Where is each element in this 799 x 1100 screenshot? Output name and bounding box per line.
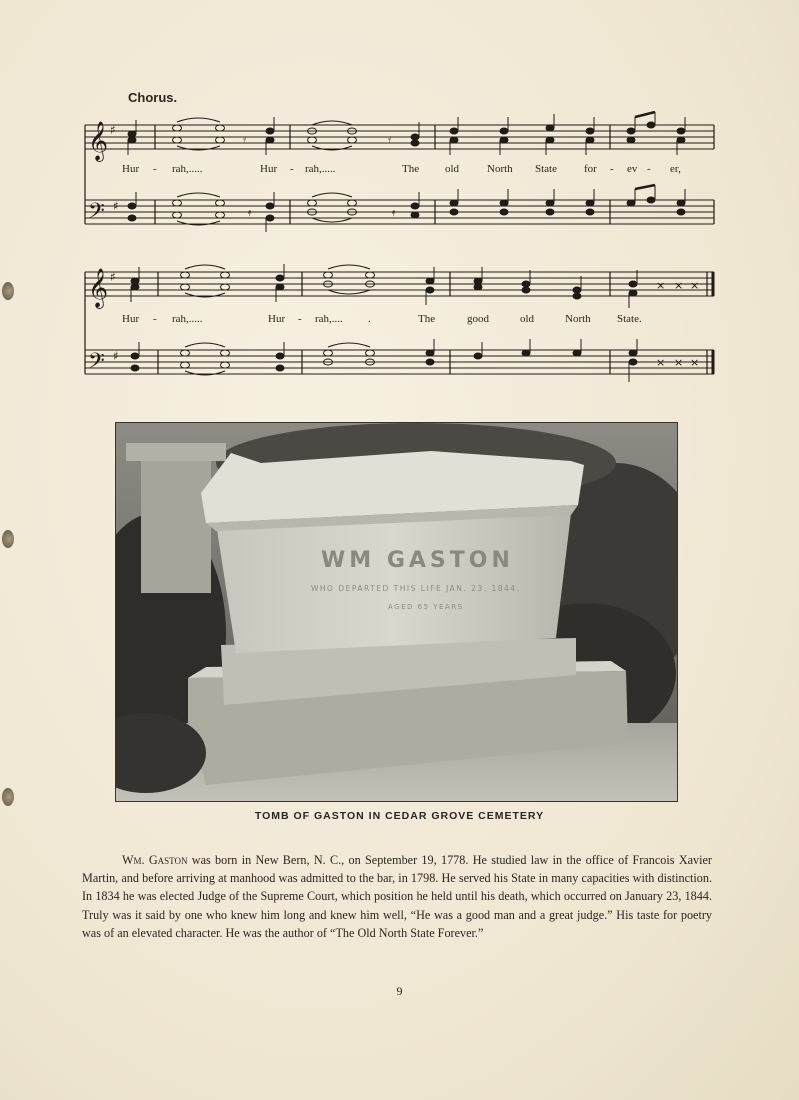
lyric-syllable: -	[298, 313, 302, 325]
svg-text:×: ×	[656, 356, 666, 369]
svg-text:♯: ♯	[110, 270, 116, 284]
biography-paragraph	[82, 851, 712, 942]
lyric-syllable: rah,.....	[172, 313, 203, 325]
tomb-image	[116, 423, 677, 801]
lyric-syllable: Hur	[268, 313, 286, 325]
svg-text:♯: ♯	[110, 123, 116, 137]
lyric-syllable: The	[418, 313, 436, 325]
lyric-syllable: -	[610, 163, 614, 175]
svg-text:𝄿: 𝄿	[248, 206, 252, 219]
svg-text:𝄿: 𝄿	[243, 132, 247, 145]
lyric-syllable: for	[584, 163, 597, 175]
lyric-syllable: Hur	[260, 163, 278, 175]
svg-text:×: ×	[690, 279, 700, 292]
svg-text:×: ×	[690, 356, 700, 369]
lyric-syllable: rah,....	[315, 313, 343, 325]
lyric-syllable: rah,.....	[172, 163, 203, 175]
staff-treble-2	[85, 272, 714, 296]
lyric-syllable: ev	[627, 163, 638, 175]
svg-text:×: ×	[674, 279, 684, 292]
subject-name: Wm. Gaston	[122, 853, 188, 867]
bass-clef-icon: 𝄢	[88, 349, 105, 379]
lyric-syllable: rah,.....	[305, 163, 336, 175]
binding-hole	[2, 282, 14, 300]
lyric-syllable: State.	[617, 313, 642, 325]
tomb-inscription-age: AGED 65 YEARS	[388, 603, 464, 611]
svg-text:×: ×	[674, 356, 684, 369]
tomb-photograph	[115, 422, 678, 802]
lyric-syllable: Hur	[122, 163, 140, 175]
lyric-syllable: North	[487, 163, 513, 175]
binding-hole	[2, 788, 14, 806]
svg-text:𝄿: 𝄿	[392, 206, 396, 219]
bass-clef-icon: 𝄢	[88, 199, 105, 229]
tomb-inscription-dates: WHO DEPARTED THIS LIFE JAN. 23. 1844.	[311, 584, 521, 593]
photo-caption: TOMB OF GASTON IN CEDAR GROVE CEMETERY	[254, 810, 545, 822]
chorus-label: Chorus.	[128, 90, 178, 105]
lyric-syllable: State	[535, 163, 557, 175]
lyrics-line-2	[0, 313, 799, 329]
lyric-syllable: old	[445, 163, 460, 175]
lyric-syllable: good	[467, 313, 489, 325]
biography-text: was born in New Bern, N. C., on September 19, 1778. He studied law in the office of Francois Xavier Martin, and before arriving at manhood was admitted to the bar, in 1798. He served his State in many capacities with distinction. In 1834 he was elected Judge of the Supreme Court, which position he held until his death, which occurred on January 23, 1844. Truly was it said by one who knew him long and knew him well, “He was a good man and a great judge.” His taste for poetry was of an elevated character. He was the author of “The Old North State Forever.”	[82, 853, 712, 940]
staff-bass-2	[85, 350, 714, 374]
lyric-syllable: Hur	[122, 313, 140, 325]
treble-clef-icon: 𝄞	[88, 121, 109, 161]
svg-text:♯: ♯	[113, 349, 119, 363]
lyric-syllable: -	[290, 163, 294, 175]
sheet-music	[80, 100, 720, 390]
svg-text:×: ×	[656, 279, 666, 292]
lyric-syllable: -	[647, 163, 651, 175]
treble-clef-icon: 𝄞	[88, 268, 109, 308]
page-number: 9	[396, 984, 403, 998]
binding-hole	[2, 530, 14, 548]
svg-text:𝄿: 𝄿	[388, 132, 392, 145]
lyrics-line-1	[0, 163, 799, 179]
lyric-syllable: .	[368, 313, 371, 325]
lyric-syllable: old	[520, 313, 535, 325]
lyric-syllable: -	[153, 163, 157, 175]
lyric-syllable: North	[565, 313, 591, 325]
lyric-syllable: er,	[670, 163, 681, 175]
svg-text:♯: ♯	[113, 199, 119, 213]
lyric-syllable: -	[153, 313, 157, 325]
lyric-syllable: The	[402, 163, 420, 175]
tomb-inscription-name: WM GASTON	[321, 548, 514, 573]
